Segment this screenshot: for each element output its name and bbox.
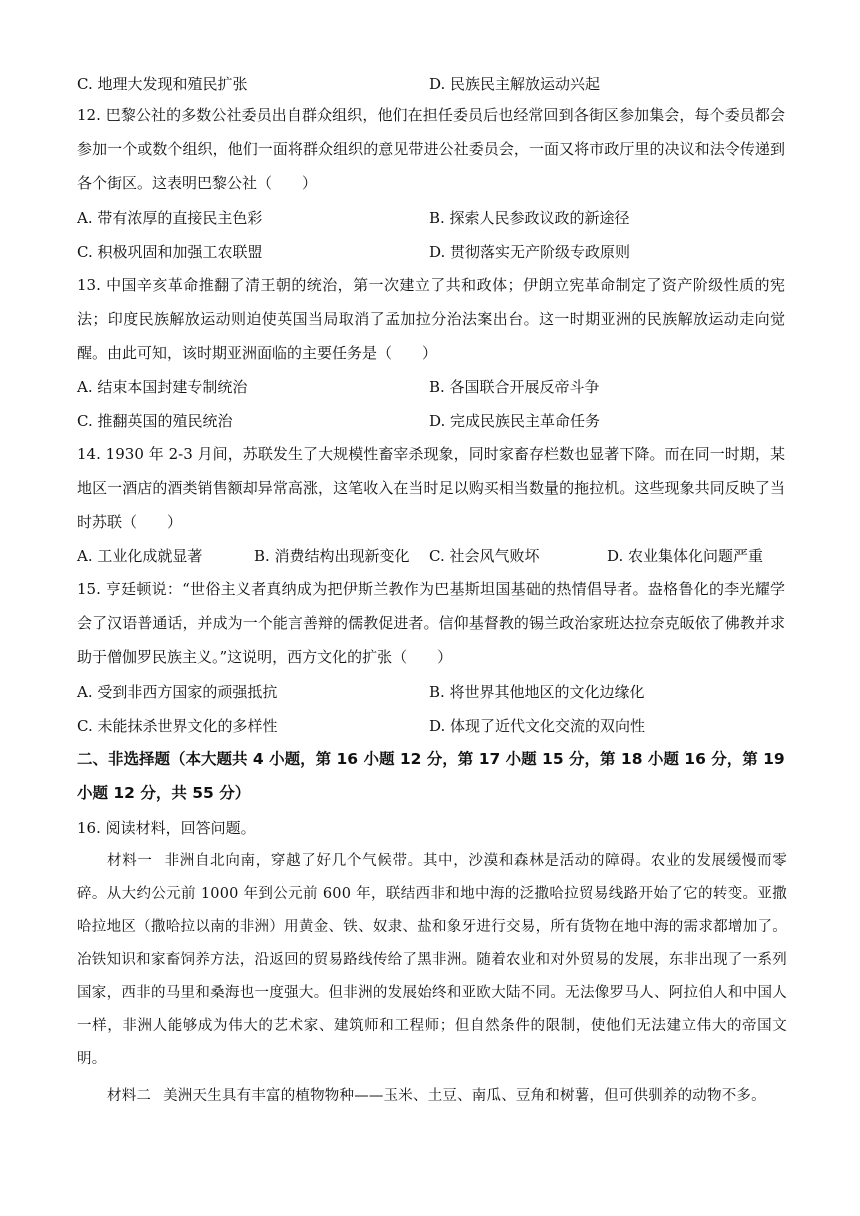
material-two-label: 材料二 — [107, 1088, 152, 1104]
q13-option-d: D. 完成民族民主革命任务 — [429, 412, 601, 430]
q13-option-a: A. 结束本国封建专制统治 — [77, 378, 248, 396]
material-one-label: 材料一 — [107, 853, 153, 869]
q16-stem: 16. 阅读材料，回答问题。 — [77, 819, 256, 837]
q14-option-b: B. 消费结构出现新变化 — [254, 547, 410, 565]
q13-option-c: C. 推翻英国的殖民统治 — [77, 412, 233, 430]
material-two — [77, 1080, 787, 1113]
q12-option-b: B. 探索人民参政议政的新途径 — [429, 209, 630, 227]
q12-option-d: D. 贯彻落实无产阶级专政原则 — [429, 243, 631, 261]
q15-option-c: C. 未能抹杀世界文化的多样性 — [77, 717, 278, 735]
q13-stem: 13. 中国辛亥革命推翻了清王朝的统治，第一次建立了共和政体；伊朗立宪革命制定了资产阶级性质的宪法；印度民族解放运动则迫使英国当局取消了孟加拉分治法案出台。这一时期亚洲的民族解放运动走向觉醒。由此可知，该时期亚洲面临的主要任务是（ ） — [77, 276, 785, 362]
q13-option-b: B. 各国联合开展反帝斗争 — [429, 378, 600, 396]
q12-stem: 12. 巴黎公社的多数公社委员出自群众组织，他们在担任委员后也经常回到各街区参加集会，每个委员都会参加一个或数个组织，他们一面将群众组织的意见带进公社委员会，一面又将市政厅里的决议和法令传递到各个街区。这表明巴黎公社（ ） — [77, 106, 785, 192]
q12-option-c: C. 积极巩固和加强工农联盟 — [77, 243, 263, 261]
q11-option-d: D. 民族民主解放运动兴起 — [429, 75, 601, 93]
q15-option-d: D. 体现了近代文化交流的双向性 — [429, 717, 646, 735]
q15-stem: 15. 亨廷顿说：“世俗主义者真纳成为把伊斯兰教作为巴基斯坦国基础的热情倡导者。盎格鲁化的李光耀学会了汉语普通话，并成为一个能言善辩的儒教促进者。信仰基督教的锡兰政治家班达拉奈克皈依了佛教并求助于僧伽罗民族主义。”这说明，西方文化的扩张（ ） — [77, 580, 785, 666]
material-two-text: 美洲天生具有丰富的植物物种——玉米、土豆、南瓜、豆角和树薯，但可供驯养的动物不多。 — [163, 1088, 766, 1104]
q15-option-b: B. 将世界其他地区的文化边缘化 — [429, 683, 645, 701]
q12-option-a: A. 带有浓厚的直接民主色彩 — [77, 209, 263, 227]
q15-option-a: A. 受到非西方国家的顽强抵抗 — [77, 683, 278, 701]
q11-option-c: C. 地理大发现和殖民扩张 — [77, 75, 248, 93]
q14-option-c: C. 社会风气败坏 — [429, 547, 540, 565]
q14-option-a: A. 工业化成就显著 — [77, 547, 203, 565]
q14-option-d: D. 农业集体化问题严重 — [607, 547, 764, 565]
material-one-text: 非洲自北向南，穿越了好几个气候带。其中，沙漠和森林是活动的障碍。农业的发展缓慢而零碎。从大约公元前 1000 年到公元前 600 年，联结西非和地中海的泛撒哈拉贸易线路开始了它的转变。亚撒哈拉地区（撒哈拉以南的非洲）用黄金、铁、奴隶、盐和象牙进行交易，所有货物在地中海的需求都增加了。冶铁知识和家畜饲养方法，沿返回的贸易路线传给了黑非洲。随着农业和对外贸易的发展，东非出现了一系列国家，西非的马里和桑海也一度强大。但非洲的发展始终和亚欧大陆不同。无法像罗马人、阿拉伯人和中国人一样，非洲人能够成为伟大的艺术家、建筑师和工程师；但自然条件的限制，使他们无法建立伟大的帝国文明。 — [77, 853, 787, 1067]
section-heading: 二、非选择题（本大题共 4 小题，第 16 小题 12 分，第 17 小题 15 分，第 18 小题 16 分，第 19 小题 12 分，共 55 分） — [77, 750, 785, 802]
material-one — [77, 845, 787, 1076]
q14-stem: 14. 1930 年 2-3 月间，苏联发生了大规模性畜宰杀现象，同时家畜存栏数也显著下降。而在同一时期，某地区一酒店的酒类销售额却异常高涨，这笔收入在当时足以购买相当数量的拖拉机。这些现象共同反映了当时苏联（ ） — [77, 445, 785, 531]
